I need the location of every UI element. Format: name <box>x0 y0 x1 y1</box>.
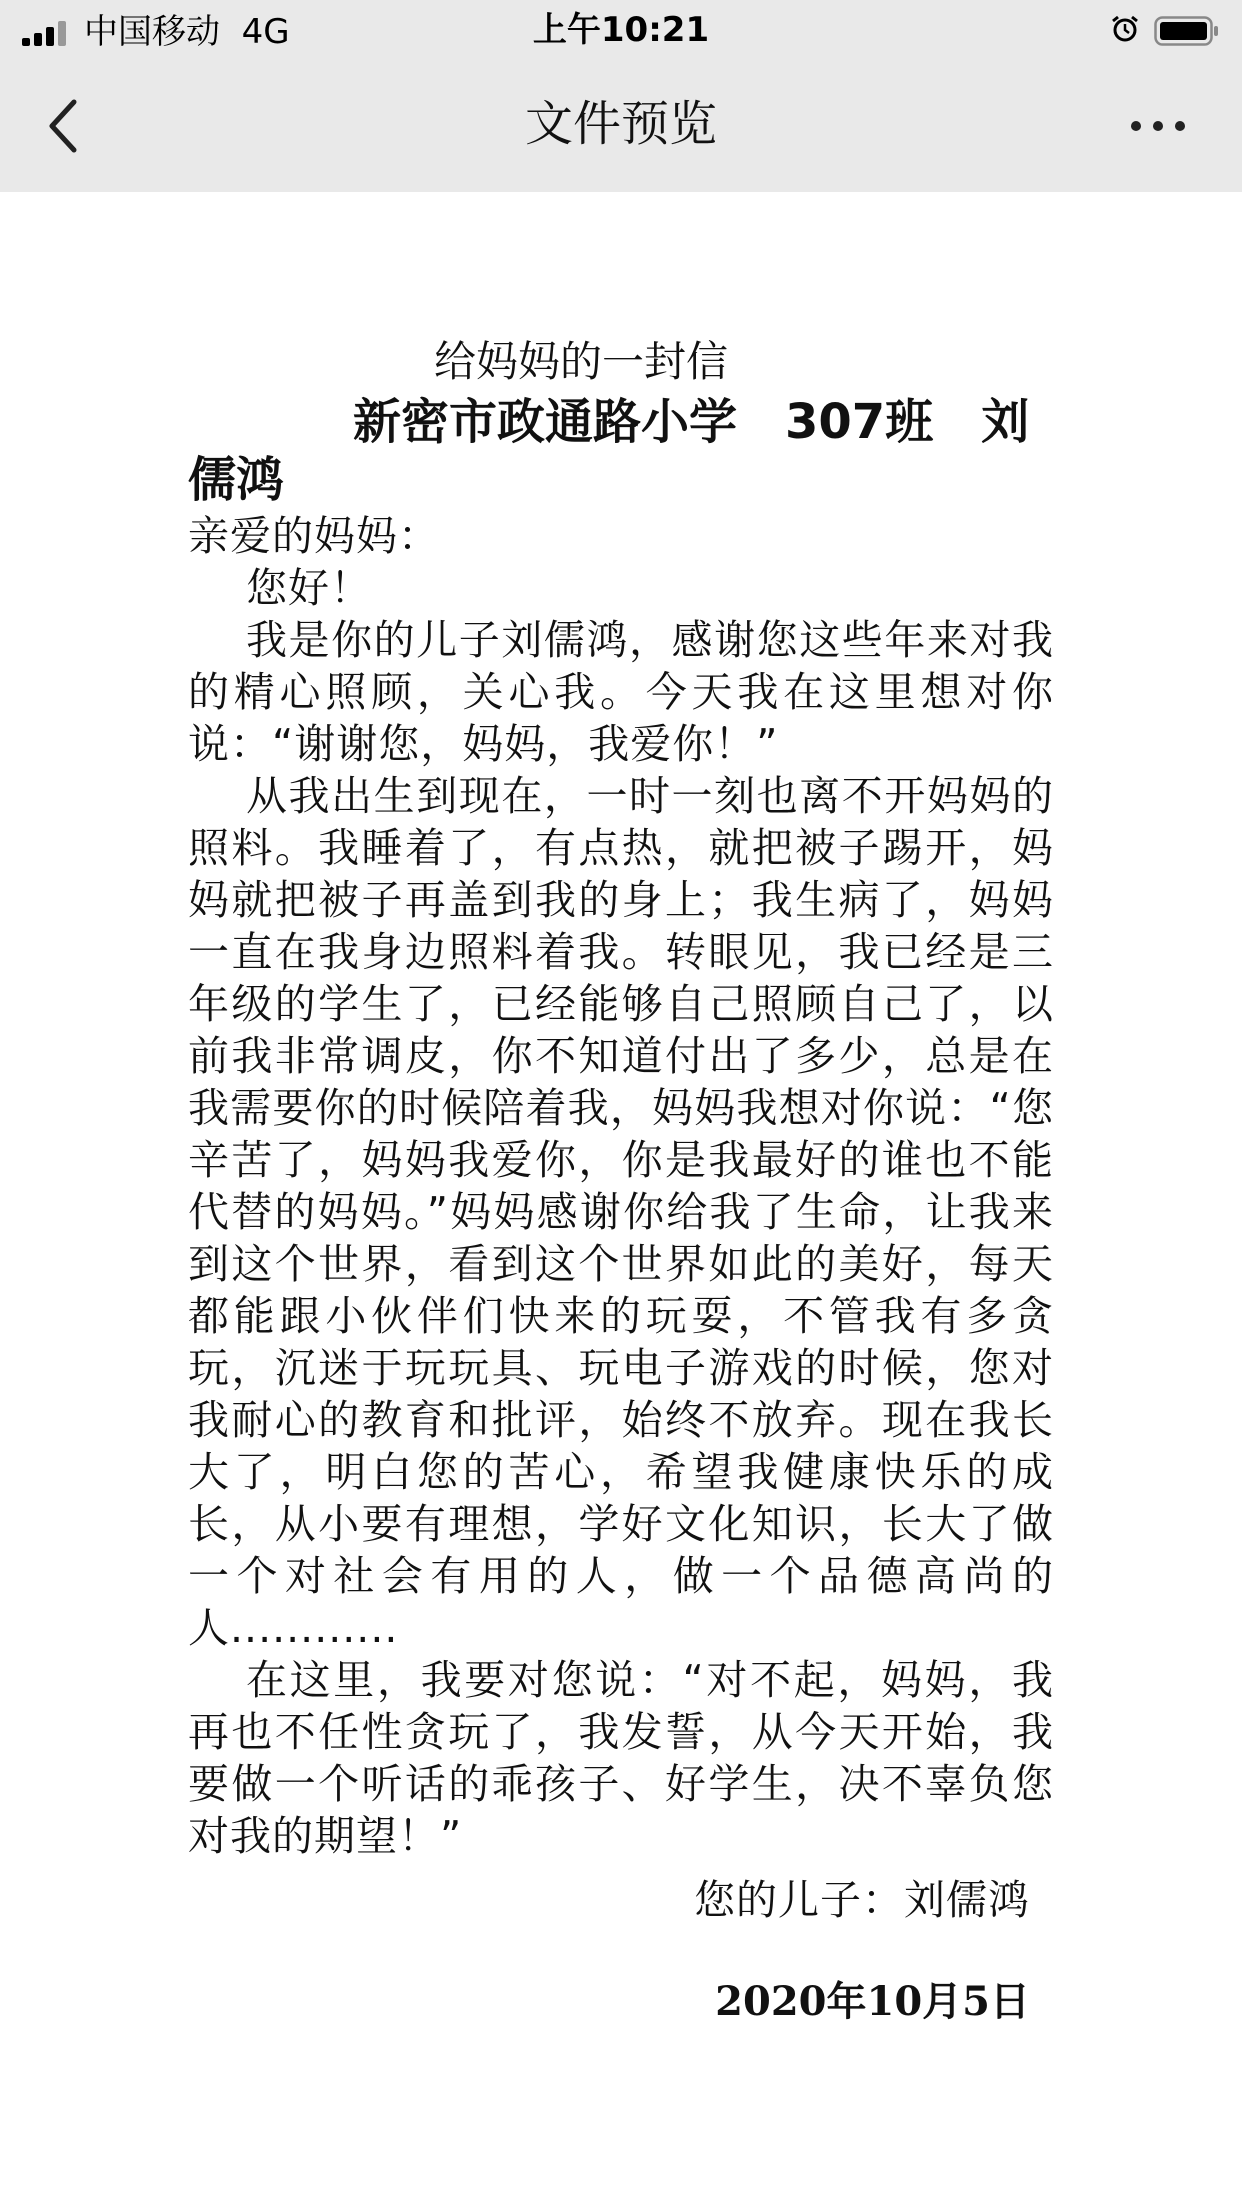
letter-salutation: 亲爱的妈妈： <box>188 512 440 560</box>
alarm-icon <box>1110 14 1140 44</box>
letter-greeting: 您好！ <box>246 564 372 612</box>
navigation-bar <box>0 62 1242 192</box>
document-author-name: 儒鸿 <box>188 452 285 508</box>
document-title: 给妈妈的一封信 <box>434 337 729 386</box>
document-preview[interactable] <box>0 192 1242 2208</box>
letter-paragraph: 我是你的儿子刘儒鸿，感谢您这些年来对我的精心照顾，关心我。今天我在这里想对你说：“谢谢您，妈妈，我爱你！” <box>188 616 1054 768</box>
status-bar <box>0 0 1242 62</box>
letter-date: 2020年10月5日 <box>715 1978 1030 2025</box>
status-time: 上午10:21 <box>532 10 710 50</box>
document-page <box>188 334 1054 2028</box>
page-title: 文件预览 <box>524 96 717 152</box>
carrier-name: 中国移动 <box>84 12 220 52</box>
document-school-line: 新密市政通路小学 307班 刘 <box>353 394 1030 450</box>
battery-icon <box>1154 16 1220 46</box>
more-options-icon[interactable] <box>1128 116 1188 136</box>
letter-paragraph: 从我出生到现在，一时一刻也离不开妈妈的照料。我睡着了，有点热，就把被子踢开，妈妈就把被子再盖到我的身上；我生病了，妈妈一直在我身边照料着我。转眼见，我已经是三年级的学生了，已经能够自己照顾自己了，以前我非常调皮，你不知道付出了多少，总是在我需要你的时候陪着我，妈妈我想对你说：“您辛苦了，妈妈我爱你，你是我最好的谁也不能代替的妈妈。”妈妈感谢你给我了生命，让我来到这个世界，看到这个世界如此的美好，每天都能跟小伙伴们快来的玩耍，不管我有多贪玩，沉迷于玩玩具、玩电子游戏的时候，您对我耐心的教育和批评，始终不放弃。现在我长大了，明白您的苦心，希望我健康快乐的成长，从小要有理想，学好文化知识，长大了做一个对社会有用的人，做一个品德高尚的人............ <box>188 772 1054 1652</box>
letter-paragraph: 在这里，我要对您说：“对不起，妈妈，我再也不任性贪玩了，我发誓，从今天开始，我要做一个听话的乖孩子、好学生，决不辜负您对我的期望！” <box>188 1656 1054 1860</box>
letter-signature: 您的儿子：刘儒鸿 <box>694 1876 1030 1924</box>
network-type: 4G <box>241 12 290 52</box>
